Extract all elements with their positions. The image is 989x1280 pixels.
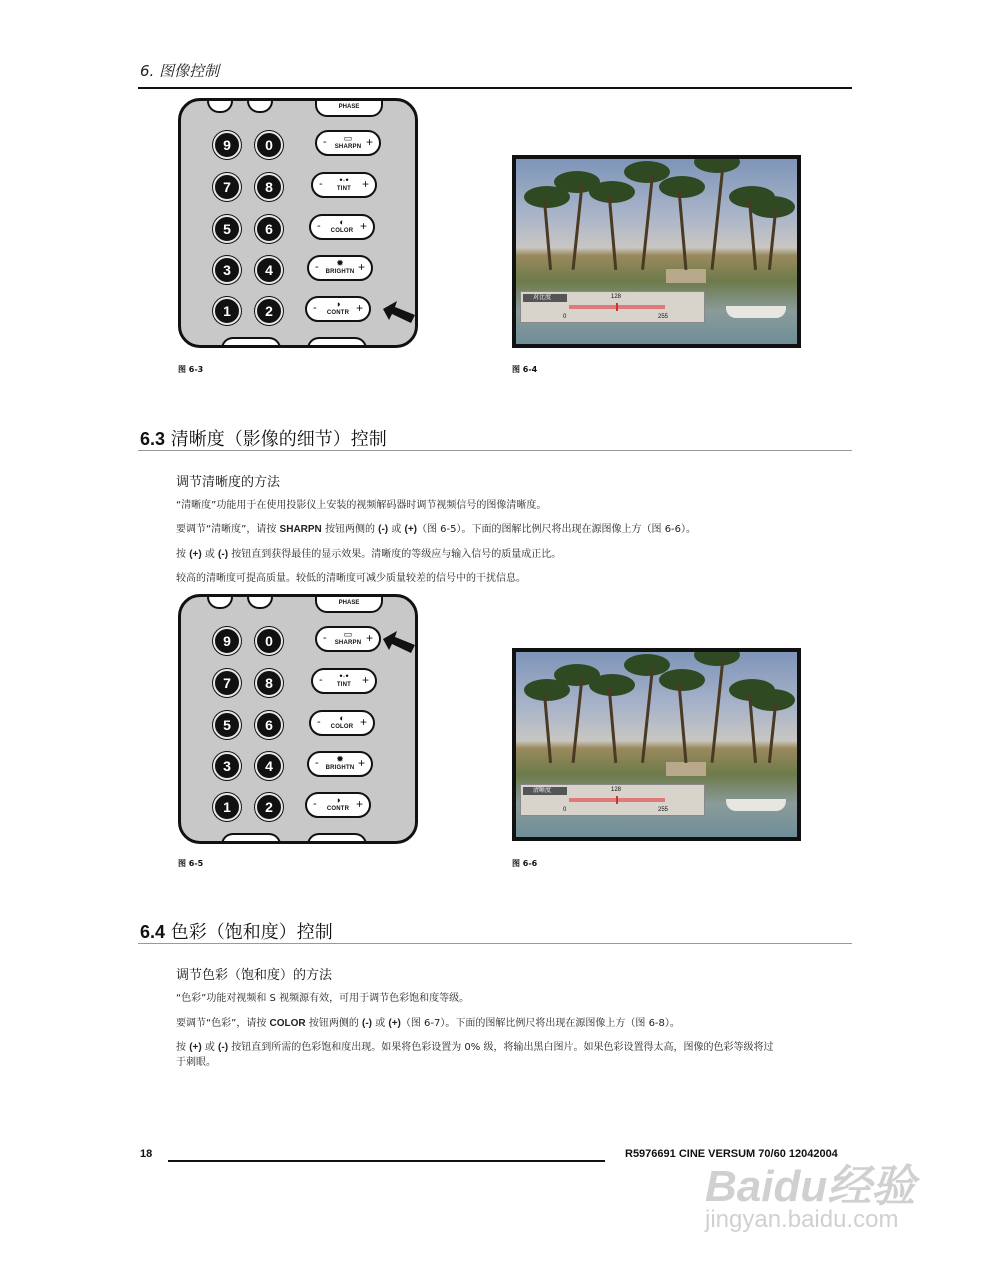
minus-sign: - bbox=[313, 798, 317, 810]
palm-tree bbox=[711, 658, 725, 763]
text-run: 按钮直到所需的色彩饱和度出现。如果将色彩设置为 0% 级，将输出黑白图片。如果色彩设置得太高，图像的色彩等级将过 bbox=[228, 1042, 774, 1053]
remote-control-figure bbox=[178, 98, 418, 348]
palm-tree bbox=[711, 165, 725, 270]
contr-button bbox=[305, 296, 371, 322]
button-label: COLOR bbox=[330, 724, 354, 730]
number-button-3: 3 bbox=[213, 752, 241, 780]
palm-fronds bbox=[524, 679, 570, 701]
header-rule bbox=[138, 87, 852, 89]
contr-icon: ◑ bbox=[335, 795, 341, 805]
button-label: TINT bbox=[336, 186, 352, 192]
figure-label: 图 6-6 bbox=[512, 859, 538, 868]
paragraph: “色彩”功能对视频和 S 视频源有效，可用于调节色彩饱和度等级。 bbox=[176, 993, 470, 1004]
beach-scene-image bbox=[516, 652, 797, 837]
osd-min: 0 bbox=[563, 807, 567, 813]
minus-sign: - bbox=[319, 674, 323, 686]
number-button-9: 9 bbox=[213, 627, 241, 655]
osd-bar bbox=[569, 798, 665, 802]
key-plus: (+) bbox=[189, 549, 202, 560]
plus-sign: + bbox=[357, 756, 365, 770]
phase-button: PHASE bbox=[315, 99, 383, 117]
number-button-5: 5 bbox=[213, 215, 241, 243]
footer-rule bbox=[168, 1160, 605, 1162]
text-run: 于刺眼。 bbox=[176, 1057, 216, 1068]
palm-tree bbox=[543, 200, 552, 270]
button-label: TINT bbox=[336, 682, 352, 688]
button-label: SHARPN bbox=[334, 144, 362, 150]
osd-scale bbox=[520, 291, 705, 323]
key-minus: (-) bbox=[378, 524, 389, 535]
text-run: 要调节“清晰度”，请按 bbox=[176, 524, 280, 535]
minus-sign: - bbox=[319, 178, 323, 190]
button-label: BRIGHTN bbox=[325, 269, 355, 275]
color-icon: ◐ bbox=[339, 217, 345, 227]
osd-max: 255 bbox=[658, 807, 669, 813]
watermark-url: jingyan.baidu.com bbox=[705, 1206, 899, 1233]
minus-sign: - bbox=[323, 632, 327, 644]
number-button-8: 8 bbox=[255, 669, 283, 697]
figure-label: 图 6-4 bbox=[512, 365, 538, 374]
top-button-partial bbox=[247, 99, 273, 113]
palm-fronds bbox=[524, 186, 570, 208]
sharpn-button bbox=[315, 626, 381, 652]
text-run: 按 bbox=[176, 549, 190, 560]
remote-control-figure bbox=[178, 594, 418, 844]
page-number: 18 bbox=[140, 1148, 153, 1160]
button-label: CONTR bbox=[326, 806, 350, 812]
text-run: 要调节“色彩”，请按 bbox=[176, 1018, 270, 1029]
subsection-title: 调节色彩（饱和度）的方法 bbox=[176, 968, 333, 983]
text-run: 按钮两侧的 bbox=[305, 1018, 363, 1029]
figure-label: 图 6-5 bbox=[178, 859, 204, 868]
boat bbox=[726, 799, 786, 811]
boat bbox=[726, 306, 786, 318]
number-button-5: 5 bbox=[213, 711, 241, 739]
sharpn-icon: ▭ bbox=[343, 629, 353, 639]
section-title: 清晰度（影像的细节）控制 bbox=[170, 429, 387, 450]
palm-fronds bbox=[624, 161, 670, 183]
document-id: R5976691 CINE VERSUM 70/60 12042004 bbox=[625, 1148, 838, 1160]
button-name: SHARPN bbox=[279, 524, 322, 535]
key-minus: (-) bbox=[362, 1018, 373, 1029]
beach-scene-image bbox=[516, 159, 797, 344]
osd-label: 清晰度 bbox=[523, 787, 567, 795]
hut bbox=[666, 269, 706, 283]
osd-max: 255 bbox=[658, 314, 669, 320]
section-rule bbox=[138, 943, 852, 944]
palm-tree bbox=[768, 210, 777, 270]
palm-tree bbox=[678, 190, 688, 270]
plus-sign: + bbox=[365, 631, 373, 645]
paragraph: 较高的清晰度可提高质量。较低的清晰度可减少质量较差的信号中的干扰信息。 bbox=[176, 573, 526, 584]
number-button-7: 7 bbox=[213, 669, 241, 697]
top-button-partial bbox=[207, 595, 233, 609]
palm-tree bbox=[768, 703, 777, 763]
osd-value: 128 bbox=[611, 787, 622, 793]
top-button-partial bbox=[247, 595, 273, 609]
section-rule bbox=[138, 450, 852, 451]
text-run: 或 bbox=[201, 549, 219, 560]
brightn-icon: ✹ bbox=[336, 258, 344, 268]
number-button-3: 3 bbox=[213, 256, 241, 284]
button-label: COLOR bbox=[330, 228, 354, 234]
key-minus: (-) bbox=[218, 549, 229, 560]
minus-sign: - bbox=[317, 716, 321, 728]
tint-button bbox=[311, 172, 377, 198]
text-run: （图 6-7）。下面的图解比例尺将出现在源图像上方（图 6-8）。 bbox=[400, 1018, 680, 1029]
contr-button bbox=[305, 792, 371, 818]
brightn-button bbox=[307, 255, 373, 281]
palm-fronds bbox=[729, 679, 775, 701]
text-run: 或 bbox=[372, 1018, 389, 1029]
section-heading bbox=[140, 918, 333, 944]
osd-marker bbox=[616, 303, 618, 311]
palm-tree bbox=[572, 185, 584, 270]
contr-icon: ◑ bbox=[335, 299, 341, 309]
color-icon: ◐ bbox=[339, 713, 345, 723]
palm-tree bbox=[608, 195, 618, 270]
palm-tree bbox=[641, 175, 654, 270]
number-button-2: 2 bbox=[255, 297, 283, 325]
section-number: 6.3 bbox=[140, 429, 166, 449]
palm-tree bbox=[543, 693, 552, 763]
sharpn-button bbox=[315, 130, 381, 156]
osd-label: 对比度 bbox=[523, 294, 567, 302]
projected-image-figure bbox=[512, 648, 801, 841]
number-button-4: 4 bbox=[255, 256, 283, 284]
brightn-icon: ✹ bbox=[336, 754, 344, 764]
number-button-7: 7 bbox=[213, 173, 241, 201]
pointer-arrow-icon bbox=[381, 629, 418, 659]
color-button bbox=[309, 214, 375, 240]
number-button-1: 1 bbox=[213, 793, 241, 821]
figure-label: 图 6-3 bbox=[178, 365, 204, 374]
key-plus: (+) bbox=[189, 1042, 202, 1053]
palm-fronds bbox=[624, 654, 670, 676]
section-heading bbox=[140, 425, 387, 451]
paragraph bbox=[176, 1040, 852, 1070]
bottom-button-partial bbox=[221, 833, 281, 844]
palm-fronds bbox=[694, 652, 740, 666]
palm-tree bbox=[572, 678, 584, 763]
palm-tree bbox=[641, 668, 654, 763]
osd-scale bbox=[520, 784, 705, 816]
sharpn-icon: ▭ bbox=[343, 133, 353, 143]
minus-sign: - bbox=[323, 136, 327, 148]
phase-button: PHASE bbox=[315, 595, 383, 613]
number-button-0: 0 bbox=[255, 627, 283, 655]
number-button-0: 0 bbox=[255, 131, 283, 159]
text-run: 或 bbox=[201, 1042, 219, 1053]
bottom-button-partial bbox=[307, 337, 367, 348]
text-run: 按钮两侧的 bbox=[321, 524, 379, 535]
palm-fronds bbox=[659, 176, 705, 198]
key-plus: (+) bbox=[388, 1018, 401, 1029]
paragraph bbox=[176, 547, 561, 562]
bottom-button-partial bbox=[221, 337, 281, 348]
number-button-2: 2 bbox=[255, 793, 283, 821]
key-minus: (-) bbox=[218, 1042, 229, 1053]
tint-icon: •·• bbox=[339, 671, 349, 681]
plus-sign: + bbox=[359, 715, 367, 729]
number-button-1: 1 bbox=[213, 297, 241, 325]
section-title: 色彩（饱和度）控制 bbox=[170, 922, 333, 943]
number-button-4: 4 bbox=[255, 752, 283, 780]
osd-value: 128 bbox=[611, 294, 622, 300]
color-button bbox=[309, 710, 375, 736]
number-button-9: 9 bbox=[213, 131, 241, 159]
bottom-button-partial bbox=[307, 833, 367, 844]
button-name: COLOR bbox=[269, 1018, 306, 1029]
tint-button bbox=[311, 668, 377, 694]
key-plus: (+) bbox=[404, 524, 417, 535]
number-button-8: 8 bbox=[255, 173, 283, 201]
section-number: 6.4 bbox=[140, 922, 166, 942]
brightn-button bbox=[307, 751, 373, 777]
button-label: SHARPN bbox=[334, 640, 362, 646]
palm-tree bbox=[608, 688, 618, 763]
plus-sign: + bbox=[357, 260, 365, 274]
paragraph bbox=[176, 522, 696, 537]
palm-fronds bbox=[694, 159, 740, 173]
paragraph: “清晰度”功能用于在使用投影仪上安装的视频解码器时调节视频信号的图像清晰度。 bbox=[176, 500, 547, 511]
projected-image-figure bbox=[512, 155, 801, 348]
minus-sign: - bbox=[315, 757, 319, 769]
plus-sign: + bbox=[355, 301, 363, 315]
plus-sign: + bbox=[361, 673, 369, 687]
minus-sign: - bbox=[313, 302, 317, 314]
chapter-title: 6. 图像控制 bbox=[140, 62, 220, 80]
text-run: 按钮直到获得最佳的显示效果。清晰度的等级应与输入信号的质量成正比。 bbox=[228, 549, 562, 560]
osd-min: 0 bbox=[563, 314, 567, 320]
plus-sign: + bbox=[355, 797, 363, 811]
osd-marker bbox=[616, 796, 618, 804]
tint-icon: •·• bbox=[339, 175, 349, 185]
button-label: BRIGHTN bbox=[325, 765, 355, 771]
minus-sign: - bbox=[315, 261, 319, 273]
number-button-6: 6 bbox=[255, 215, 283, 243]
text-run: 或 bbox=[388, 524, 405, 535]
watermark-logo: Baidu经验 bbox=[705, 1162, 916, 1211]
palm-fronds bbox=[659, 669, 705, 691]
button-label: CONTR bbox=[326, 310, 350, 316]
plus-sign: + bbox=[365, 135, 373, 149]
osd-bar bbox=[569, 305, 665, 309]
pointer-arrow-icon bbox=[381, 299, 418, 329]
number-button-6: 6 bbox=[255, 711, 283, 739]
hut bbox=[666, 762, 706, 776]
text-run: （图 6-5）。下面的图解比例尺将出现在源图像上方（图 6-6）。 bbox=[417, 524, 697, 535]
text-run: 按 bbox=[176, 1042, 190, 1053]
minus-sign: - bbox=[317, 220, 321, 232]
top-button-partial bbox=[207, 99, 233, 113]
palm-fronds bbox=[729, 186, 775, 208]
subsection-title: 调节清晰度的方法 bbox=[176, 475, 281, 490]
paragraph bbox=[176, 1016, 680, 1031]
palm-tree bbox=[678, 683, 688, 763]
plus-sign: + bbox=[361, 177, 369, 191]
plus-sign: + bbox=[359, 219, 367, 233]
